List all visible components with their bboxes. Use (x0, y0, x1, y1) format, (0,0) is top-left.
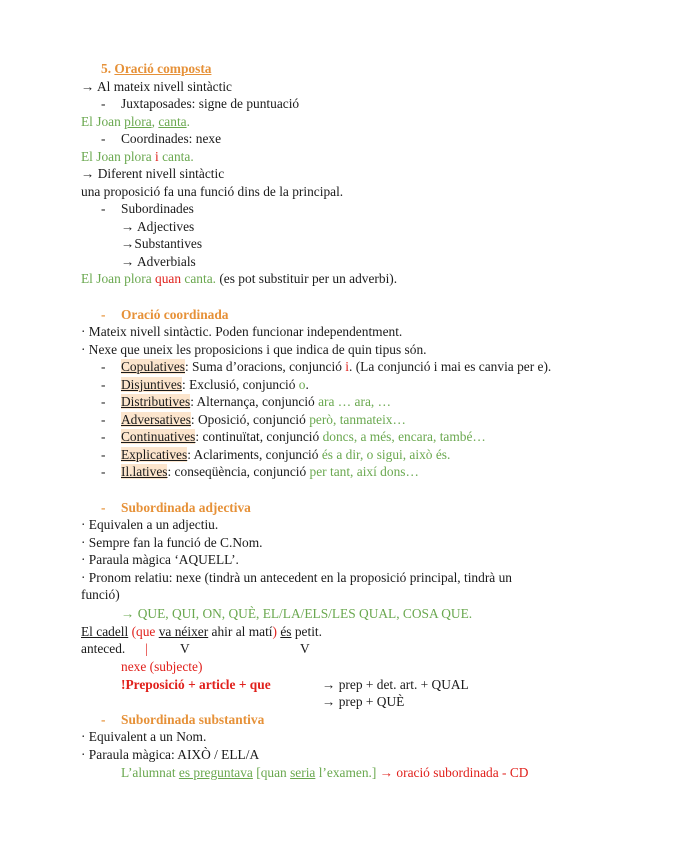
bullet-sempre-cnom: · Sempre fan la funció de C.Nom. (81, 535, 263, 550)
line-proposicio: una proposició fa una funció dins de la principal. (81, 184, 344, 199)
analysis-v1: V (180, 641, 190, 656)
bullet-pronom-relatiu-cont: funció) (81, 587, 120, 602)
list-item-coordinades: - Coordinades: nexe (101, 131, 222, 146)
bullet-paraula-magica-aixo: · Paraula màgica: AIXÒ / ELL/A (81, 747, 260, 762)
list-item-distributives: - Distributives: Alternança, conjunció ara … ara, … (101, 394, 391, 409)
example-coordinades: El Joan plora i canta. (81, 149, 194, 164)
rule-preposicio-article: !Preposició + article + que (121, 677, 271, 692)
analysis-nexe-subjecte: nexe (subjecte) (121, 659, 203, 674)
heading-subordinada-adjectiva: - Subordinada adjectiva (101, 500, 251, 515)
bullet-paraula-magica: · Paraula màgica ‘AQUELL’. (81, 552, 239, 567)
example-cadell: El cadell (que va néixer ahir al matí) és petit. (81, 624, 322, 639)
rule-que: → prep + QUÈ (322, 694, 405, 709)
bullet-equivalent-nom: · Equivalent a un Nom. (81, 729, 207, 744)
example-alumnat: L’alumnat es preguntava [quan seria l’examen.] → oració subordinada - CD (121, 765, 529, 780)
list-item-illatives: - Il.latives: conseqüència, conjunció per tant, així dons… (101, 464, 419, 479)
list-item-copulatives: - Copulatives: Suma d’oracions, conjunció i. (La conjunció i mai es canvia per e). (101, 359, 552, 374)
bullet-pronom-relatiu: · Pronom relatiu: nexe (tindrà un antecedent en la proposició principal, tindrà un (81, 570, 512, 585)
list-item-disjuntives: - Disjuntives: Exclusió, conjunció o. (101, 377, 309, 392)
heading-oracio-coordinada: - Oració coordinada (101, 307, 229, 322)
heading-subordinada-substantiva: - Subordinada substantiva (101, 712, 265, 727)
rule-qual: → prep + det. art. + QUAL (322, 677, 469, 692)
bullet-mateix-nivell: · Mateix nivell sintàctic. Poden funcionar independentment. (81, 324, 403, 339)
example-subordinades: El Joan plora quan canta. (es pot substituir per un adverbi). (81, 271, 398, 286)
analysis-v2: V (300, 641, 310, 656)
example-juxtaposades: El Joan plora, canta. (81, 114, 190, 129)
sub-item-substantives: →Substantives (121, 236, 203, 251)
list-item-juxtaposades: - Juxtaposades: signe de puntuació (101, 96, 300, 111)
line-same-level: → Al mateix nivell sintàctic (81, 79, 232, 94)
line-different-level: → Diferent nivell sintàctic (81, 166, 225, 181)
sub-item-adverbials: → Adverbials (121, 254, 196, 269)
analysis-anteced: anteced. (81, 641, 126, 656)
relative-pronouns-list: → QUE, QUI, ON, QUÈ, EL/LA/ELS/LES QUAL, COSA QUE. (121, 606, 473, 621)
heading-oracio-composta: 5. Oració composta (101, 61, 212, 76)
list-item-explicatives: - Explicatives: Aclariments, conjunció és a dir, o sigui, això és. (101, 447, 451, 462)
analysis-separator: | (145, 641, 148, 656)
list-item-subordinades: - Subordinades (101, 201, 194, 216)
bullet-nexe-uneix: · Nexe que uneix les proposicions i que indica de quin tipus són. (81, 342, 427, 357)
list-item-adversatives: - Adversatives: Oposició, conjunció però, tanmateix… (101, 412, 406, 427)
list-item-continuatives: - Continuatives: continuïtat, conjunció doncs, a més, encara, també… (101, 429, 486, 444)
bullet-equivalen: · Equivalen a un adjectiu. (81, 517, 219, 532)
sub-item-adjectives: → Adjectives (121, 219, 195, 234)
